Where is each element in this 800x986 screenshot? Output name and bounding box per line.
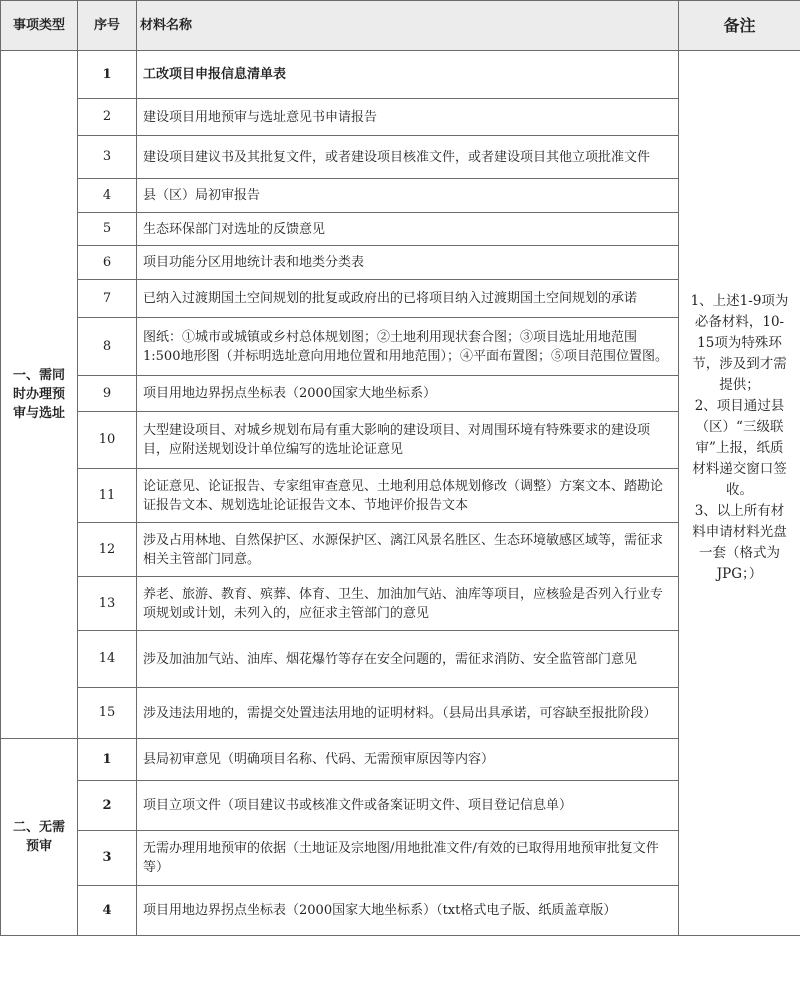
material-name: 涉及加油加气站、油库、烟花爆竹等存在安全问题的，需征求消防、安全监管部门意见 — [137, 631, 679, 688]
remarks-line: 3、以上所有材 — [694, 503, 785, 519]
row-number: 1 — [78, 51, 137, 99]
material-name: 涉及占用林地、自然保护区、水源保护区、漓江风景名胜区、生态环境敏感区域等，需征求相关主管部门同意。 — [137, 523, 679, 577]
remarks-line: JPG；） — [716, 566, 763, 582]
row-number: 11 — [78, 469, 137, 523]
header-material: 材料名称 — [137, 1, 679, 51]
row-number: 14 — [78, 631, 137, 688]
row-number: 10 — [78, 412, 137, 469]
material-name: 项目用地边界拐点坐标表（2000国家大地坐标系）（txt格式电子版、纸质盖章版） — [137, 886, 679, 936]
remarks-line: 1、上述1-9项为 — [690, 293, 789, 309]
remarks-line: 15项为特殊环 — [697, 335, 782, 351]
row-number: 8 — [78, 318, 137, 376]
row-number: 2 — [78, 781, 137, 831]
item-type-line: 预审 — [25, 839, 52, 854]
row-number: 6 — [78, 246, 137, 280]
row-number: 12 — [78, 523, 137, 577]
row-number: 15 — [78, 688, 137, 739]
remarks-spacer — [687, 585, 792, 695]
material-name: 县（区）局初审报告 — [137, 179, 679, 213]
material-name: 生态环保部门对选址的反馈意见 — [137, 213, 679, 246]
remarks-line: 2、项目通过县 — [694, 398, 785, 414]
item-type-cell — [1, 51, 78, 739]
remarks-line: 料申请材料光盘 — [692, 524, 787, 540]
remarks-line: 一套（格式为 — [699, 545, 780, 561]
material-name: 涉及违法用地的，需提交处置违法用地的证明材料。（县局出具承诺，可容缺至报批阶段） — [137, 688, 679, 739]
item-type-line: 审与选址 — [12, 406, 65, 421]
row-number: 1 — [78, 739, 137, 781]
header-no: 序号 — [78, 1, 137, 51]
material-name: 图纸：①城市或城镇或乡村总体规划图；②土地利用现状套合图；③项目选址用地范围1:500地形图（并标明选址意向用地位置和用地范围）；④平面布置图；⑤项目范围位置图。 — [137, 318, 679, 376]
remarks-line: 审”上报，纸质 — [695, 440, 784, 456]
material-name: 项目用地边界拐点坐标表（2000国家大地坐标系） — [137, 376, 679, 412]
item-type-line: 时办理预 — [12, 387, 65, 402]
row-number: 4 — [78, 179, 137, 213]
material-name: 养老、旅游、教育、殡葬、体育、卫生、加油加气站、油库等项目，应核验是否列入行业专项规划或计划，未列入的，应征求主管部门的意见 — [137, 577, 679, 631]
material-name: 项目功能分区用地统计表和地类分类表 — [137, 246, 679, 280]
row-number: 13 — [78, 577, 137, 631]
material-name: 大型建设项目、对城乡规划布局有重大影响的建设项目、对周围环境有特殊要求的建设项目，应附送规划设计单位编写的选址论证意见 — [137, 412, 679, 469]
remarks-line: 必备材料，10- — [694, 314, 785, 330]
row-number: 9 — [78, 376, 137, 412]
header-type: 事项类型 — [1, 1, 78, 51]
remarks-line: 节，涉及到才需 — [692, 356, 787, 372]
material-name: 项目立项文件（项目建议书或核准文件或备案证明文件、项目登记信息单） — [137, 781, 679, 831]
row-number: 5 — [78, 213, 137, 246]
remarks-line: （区）“三级联 — [695, 419, 784, 435]
header-note: 备注 — [679, 1, 800, 51]
remarks-line: 收。 — [726, 482, 753, 498]
item-type-line: 二、无需 — [12, 820, 65, 835]
remarks-cell — [679, 51, 800, 936]
row-number: 2 — [78, 99, 137, 136]
material-name: 县局初审意见（明确项目名称、代码、无需预审原因等内容） — [137, 739, 679, 781]
item-type-cell — [1, 739, 78, 936]
material-name: 无需办理用地预审的依据（土地证及宗地图/用地批准文件/有效的已取得用地预审批复文件等） — [137, 831, 679, 886]
row-number: 4 — [78, 886, 137, 936]
material-name: 工改项目申报信息清单表 — [137, 51, 679, 99]
row-number: 3 — [78, 136, 137, 179]
row-number: 3 — [78, 831, 137, 886]
table-header-row — [1, 1, 800, 51]
item-type-line: 一、需同 — [12, 368, 65, 383]
material-name: 建设项目建议书及其批复文件，或者建设项目核准文件，或者建设项目其他立项批准文件 — [137, 136, 679, 179]
material-name: 已纳入过渡期国土空间规划的批复或政府出的已将项目纳入过渡期国土空间规划的承诺 — [137, 280, 679, 318]
row-number: 7 — [78, 280, 137, 318]
material-name: 论证意见、论证报告、专家组审查意见、土地利用总体规划修改（调整）方案文本、踏勘论证报告文本、规划选址论证报告文本、节地评价报告文本 — [137, 469, 679, 523]
table-row — [1, 51, 800, 99]
remarks-line: 提供； — [719, 377, 760, 393]
remarks-line: 材料递交窗口签 — [692, 461, 787, 477]
material-name: 建设项目用地预审与选址意见书申请报告 — [137, 99, 679, 136]
